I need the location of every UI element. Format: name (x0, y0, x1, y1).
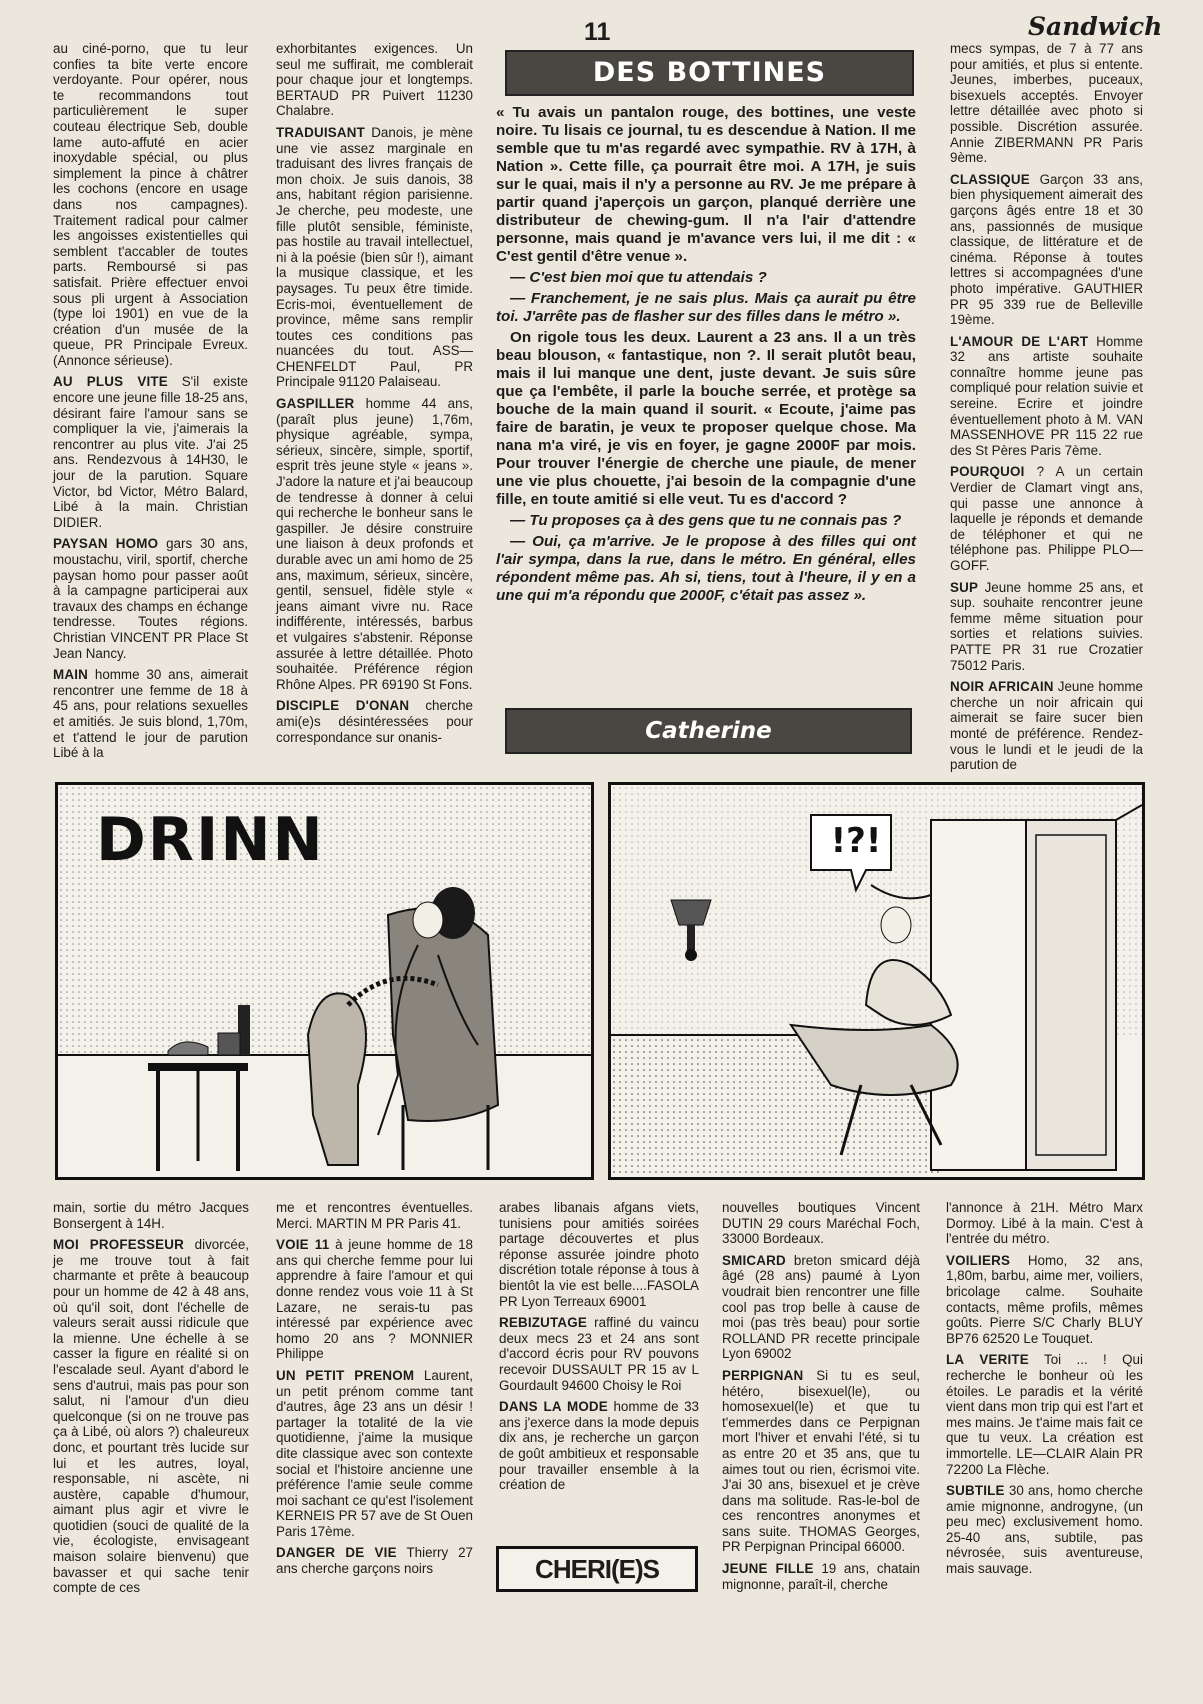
ad-keyword: CLASSIQUE (950, 171, 1030, 187)
classified-ad (499, 1315, 699, 1393)
classified-ad (722, 1253, 920, 1362)
classified-ad (276, 1545, 473, 1576)
classified-ad (946, 1200, 1143, 1247)
ad-keyword: GASPILLER (276, 396, 355, 412)
classified-ad (950, 334, 1143, 459)
story-paragraph: « Tu avais un pantalon rouge, des bottines, une veste noire. Tu lisais ce journal, tu es descendue à Nation. Il me semble que tu m'as regardé avec sympathie. RV à 17H, à Nation ». Cette fille, ça pourrait être moi. A 17H, je suis sur le quai, mais il n'y a personne au RV. Je me prépare à partir quand j'aperçois un garçon, planqué derrière une distributeur de chewing-gum. Il n'a l'air d'attendre personne, mais quand je m'avance vers lui, il me dit : « C'est gentil d'être venue ». (496, 104, 916, 265)
story-heading: DES BOTTINES (505, 50, 914, 96)
ad-keyword: VOILIERS (946, 1252, 1011, 1268)
ad-text: Jeune homme 25 ans, et sup. souhaite rencontrer jeune femme même situation pour sorties et relations suivies. PATTE PR 31 rue Crozatier 75012 Paris. (950, 579, 1143, 673)
ad-keyword: DISCIPLE D'ONAN (276, 698, 410, 714)
classified-ad (946, 1352, 1143, 1477)
ad-keyword: PAYSAN HOMO (53, 536, 159, 552)
classifieds-column-5 (950, 41, 1143, 779)
ad-keyword: MAIN (53, 667, 89, 683)
ad-text: l'annonce à 21H. Métro Marx Dormoy. Libé à la main. C'est à l'entrée du métro. (946, 1200, 1143, 1247)
ad-keyword: AU PLUS VITE (53, 374, 168, 390)
classified-ad (950, 172, 1143, 328)
classified-ad (276, 125, 473, 390)
ad-keyword: MOI PROFESSEUR (53, 1237, 185, 1253)
ad-text: homme de 33 ans j'exerce dans la mode depuis dix ans, je recherche un garçon de goût ambitieux et responsable pour travailler ensemble à la création de (499, 1399, 700, 1493)
comic-panel-1 (55, 782, 594, 1180)
classifieds-column-2 (276, 41, 473, 751)
classified-ad (53, 1237, 249, 1596)
ad-keyword: LA VERITE (946, 1352, 1029, 1368)
classifieds-column-6 (53, 1200, 249, 1602)
classified-ad (276, 1237, 473, 1362)
ad-keyword: TRADUISANT (276, 124, 366, 140)
classified-ad (276, 1368, 473, 1540)
ad-keyword: REBIZUTAGE (499, 1315, 588, 1331)
ad-text: Homo, 32 ans, 1,80m, barbu, aime mer, voiliers, bricolage calme. Souhaite contacts, même profils, mêmes goûts. Pierre S/C Charly BLUY BP76 62520 Le Touquet. (946, 1252, 1143, 1346)
story-paragraph: On rigole tous les deux. Laurent a 23 ans. Il a un très beau blouson, « fantastique, non ?. Il serait plutôt beau, mais il lui manque une dent, juste devant. Je suis sûre que ça l'embête, il parle la bouche serrée, et protège sa bouche de la main quand il sourit. « Ecoute, j'aime pas faire de baratin, je veux te proposer quelque chose. Ma nana m'a viré, je vis en foyer, je gagne 2000F par mois. Pour trouver l'énergie de cherche une piaule, de mener une vie plus chouette, j'ai besoin de la compagnie d'une fille, en toute amitié si elle veut. Tu es d'accord ? (496, 329, 916, 508)
classifieds-column-8 (499, 1200, 699, 1499)
ad-keyword: VOIE 11 (276, 1237, 330, 1253)
story-paragraph: — Franchement, je ne sais plus. Mais ça aurait pu être toi. J'arrête pas de flasher sur des filles dans le métro ». (496, 290, 916, 325)
classified-ad (950, 41, 1143, 166)
classified-ad (950, 679, 1143, 773)
ad-text: arabes libanais afgans viets, tunisiens pour amitiés soirées partage découvertes et plus réponse assurée joindre photo discrétion totale réponse à tous à bientôt la vie est belle....FASOLA PR Lyon Terreaux 69001 (499, 1200, 699, 1309)
story-paragraph: — C'est bien moi que tu attendais ? (510, 269, 767, 286)
ad-text: 30 ans, homo cherche amie mignonne, androgyne, (un peu mec) exclusivement homo. 25-40 ans, subtile, pas névrosée, suis aventureuse, mais sauvage. (946, 1483, 1143, 1577)
ad-keyword: PERPIGNAN (722, 1367, 804, 1383)
classified-ad (722, 1368, 920, 1555)
ad-text: breton smicard déjà âgé (28 ans) paumé à Lyon voudrait bien rencontrer une fille cool pas trop belle à cause de moi (pas très beau) pour sortie ROLLAND PR recette principale Lyon 69002 (722, 1252, 920, 1362)
ad-keyword: L'AMOUR DE L'ART (950, 333, 1089, 349)
classified-ad (53, 536, 248, 661)
ad-text: Garçon 33 ans, bien physiquement aimerait des garçons âgés entre 18 et 30 ans, passionnés de musique classique, de littérature et de cinéma. Réponse à toutes lettres si accompagnées d'une photo impérative. GAUTHIER PR 95 339 rue de Belleville 19ème. (950, 171, 1143, 328)
classified-ad (276, 1200, 473, 1231)
comic-sound-effect: DRINN (96, 805, 325, 875)
masthead: Sandwich (1028, 12, 1163, 41)
ad-keyword: UN PETIT PRENOM (276, 1367, 415, 1383)
ad-text: divorcée, je me trouve tout à fait charmante et prête à beaucoup pour un homme de 42 à 48 ans, où qu'il soit, dont l'échelle de valeurs serait aussi ridicule que la mienne. Une échelle à se casser la figure en réalité si on l'escalade seul. Ayant d'abord le sens d'autrui, mais pas pour son salut, ni l'amour d'un dieu quelconque (si on ne trouve pas ça à Libé, où alors ?) chaleureux donc, et pourtant très lucide sur lui et les autres, loyal, responsable, ni ascète, ni austère, capable d'humour, aimant plus agir et vivre le quotidien (souci de qualité de la vie, écologiste, envisageant maison solaire bienvenu) que bavasser et qui sache tenir compte de ces (53, 1237, 249, 1596)
ad-keyword: DANGER DE VIE (276, 1545, 397, 1561)
story-paragraph: — Tu proposes ça à des gens que tu ne connais pas ? (510, 512, 902, 529)
ad-text: Danois, je mène une vie assez marginale en traduisant des livres français de mon choix. Je suis danois, 38 ans, habitant région parisienne. Je cherche, peu modeste, une fille plutôt sensible, féministe, pas hostile au travail intellectuel, ni à la poésie (bien sûr !), aimant la musique classique, et les paysages. Tu peux être timide. Ecris-moi, éventuellement de province, même sans remplir toutes ces conditions pas nuancées du tout. ASS—CHENFELDT Paul, PR Principale 91120 Palaiseau. (276, 124, 473, 390)
classified-ad (276, 396, 473, 692)
ad-text: S'il existe encore une jeune fille 18-25 ans, désirant faire l'amour sans se compliquer la vie, j'aimerais la rencontrer au plus vite. J'ai 25 ans. Rendezvous à 14H30, le jour de la parution. Square Victor, bd Victor, Métro Balard, Libé à la main. Christian DIDIER. (53, 374, 248, 530)
ad-text: nouvelles boutiques Vincent DUTIN 29 cours Maréchal Foch, 33000 Bordeaux. (722, 1200, 920, 1247)
ad-text: 19 ans, chatain mignonne, paraît-il, cherche (722, 1561, 920, 1592)
ad-keyword: POURQUOI (950, 464, 1025, 480)
classified-ad (946, 1483, 1143, 1577)
classified-ad (53, 41, 248, 368)
classified-ad (722, 1200, 920, 1247)
ad-text: à jeune homme de 18 ans qui cherche femme pour lui apprendre à faire l'amour et qui donne rendez vous voie 11 à St Lazare, ne serais-tu pas intéressé par expérience avec homo 20 ans ? MONNIER Philippe (276, 1237, 473, 1362)
classifieds-column-9 (722, 1200, 920, 1598)
ad-text: Homme 32 ans artiste souhaite connaître homme jeune pas compliqué pour relation suivie et sereine. Ecrire et joindre éventuellement photo à M. VAN MASSENHOVE PR 115 22 rue des St Pères Paris 7ème. (950, 333, 1143, 458)
ad-text: mecs sympas, de 7 à 77 ans pour amitiés, et plus si entente. Jeunes, imberbes, puceaux, bisexuels acceptés. Envoyer lettre détaillée avec photo si possible. Discrétion assurée. Annie ZIBERMANN PR Paris 9ème. (950, 41, 1143, 166)
ad-text: ? A un certain Verdier de Clamart vingt ans, qui passe une annonce à laquelle je réponds et demande de téléphoner et qui ne téléphone pas. Philippe PLO—GOFF. (950, 464, 1143, 573)
classified-ad (53, 1200, 249, 1231)
ad-text: au ciné-porno, que tu leur confies ta bite verte encore verdoyante. Pour opérer, nous te recommandons tout particulièrement le super couteau électrique Seb, double lame auto-affuté en acier inoxydable spécial, ou plus simplement la pince à châtrer les cochons (encore en usage dans nos campagnes). Traitement radical pour calmer les angoisses existentielles qui semblent t'accabler de toutes parts. Remboursé si pas satisfait. Prière effectuer envoi sous pli urgent à Association (type loi 1901) en vue de la création d'un musée de la queue, PR Principale Evreux. (Annonce sérieuse). (53, 41, 248, 368)
classified-ad (499, 1399, 699, 1493)
ad-text: exhorbitantes exigences. Un seul me suffirait, me comblerait pour chaque jour et longtemps. BERTAUD PR Puivert 11230 Chalabre. (276, 41, 473, 119)
comic-title: Catherine (505, 708, 912, 754)
ad-keyword: SUP (950, 579, 979, 595)
classifieds-column-7 (276, 1200, 473, 1583)
comic-panel-2 (608, 782, 1145, 1180)
ad-keyword: NOIR AFRICAIN (950, 679, 1054, 695)
ad-keyword: DANS LA MODE (499, 1399, 608, 1415)
classified-ad (950, 580, 1143, 674)
ad-text: Jeune homme cherche un noir africain qui aimerait se faire sucer bien monté de préférence. Rendez-vous le lundi et le jeudi de la parution de (950, 679, 1143, 773)
ad-text: Si tu es seul, hétéro, bisexuel(le), ou homosexuel(le) et que tu t'emmerdes dans ce Perpignan mort l'hiver et envahi l'été, si tu as entre 20 et 35 ans, que tu aimes tout ou rien, écrismoi vite. J'ai 30 ans, bisexuel et je crève dans ma solitude. Ras-le-bol de ces rencontres anonymes et sans suite. THOMAS Georges, PR Perpignan Principal 66000. (722, 1367, 920, 1555)
classified-ad (950, 464, 1143, 573)
ad-text: homme 30 ans, aimerait rencontrer une femme de 18 à 45 ans, pour relations sexuelles et amitiés. Je suis blond, 1,70m, et t'attend le jour de parution Libé à la (53, 667, 248, 761)
ad-text: Laurent, un petit prénom comme tant d'autres, âge 23 ans un désir ! partager la totalité de la vie quotidienne, j'aime la musique dite classique avec son contexte social et l'histoire ancienne une préférence l'amie seule comme moi sachant ce qu'est l'isolement KERNEIS PR 57 ave de St Ouen Paris 17ème. (276, 1367, 474, 1539)
ad-text: Thierry 27 ans cherche garçons noirs (276, 1545, 473, 1577)
ad-text: raffiné du vaincu deux mecs 23 et 24 ans sont d'accord écris pour RV pouvons recevoir DUSSAULT PR 15 av L Gourdault 94600 Choisy le Roi (499, 1315, 699, 1393)
classified-ad (276, 41, 473, 119)
classified-ad (946, 1253, 1143, 1347)
ad-keyword: SMICARD (722, 1252, 786, 1268)
classifieds-column-1 (53, 41, 248, 767)
ad-text: main, sortie du métro Jacques Bonsergent à 14H. (53, 1200, 249, 1231)
page-number: 11 (584, 18, 611, 46)
ad-text: me et rencontres éventuelles. Merci. MARTIN M PR Paris 41. (276, 1200, 473, 1231)
classified-ad (53, 667, 248, 761)
ad-keyword: JEUNE FILLE (722, 1561, 814, 1577)
ad-text: gars 30 ans, moustachu, viril, sportif, cherche paysan homo pour passer août à la campagne participerai aux travaux des champs en échange tendresse. Toutes régions. Christian VINCENT PR Place St Jean Nancy. (53, 536, 248, 661)
classified-ad (53, 374, 248, 530)
classified-ad (276, 698, 473, 745)
story-article (496, 104, 916, 608)
ad-text: Toi ... ! Qui recherche le bonheur où les étoiles. Le paradis et la vérité vient dans mon trip qui est l'art et mes mains. Je t'aime mais fait ce que tu veux. La création est immortelle. LE—CLAIR Alain PR 72200 La Flèche. (946, 1352, 1143, 1477)
classified-ad (499, 1200, 699, 1309)
section-badge: CHERI(E)S (496, 1546, 698, 1592)
story-paragraph: — Oui, ça m'arrive. Je le propose à des filles qui ont l'air sympa, dans la rue, dans le métro. En général, elles répondent même pas. Ah si, tiens, tout à l'heure, il y en a une qui m'a répondu que 2000F, c'était pas assez ». (496, 533, 916, 604)
ad-keyword: SUBTILE (946, 1483, 1005, 1499)
ad-text: homme 44 ans, (paraît plus jeune) 1,76m, physique agréable, sympa, sérieux, sincère, simple, sportif, esprit très jeune style « jeans ». J'adore la nature et j'ai beaucoup de tendresse à donner à celui qui recherche le bonheur sans le gaspiller. Je désire construire une liaison à deux profonds et durable avec un ami homo de 25 ans, maximum, sérieux, sincère, gentil, sensuel, fidèle style « jeans aimant vivre nu. Race indifférente, intéressés, barbus et vulgaires s'abstenir. Réponse assurée à lettre détaillée. Photo souhaitée. Préférence région Rhône Alpes. PR 69190 St Fons. (276, 396, 473, 692)
ad-text: cherche ami(e)s désintéressées pour correspondance sur onanis- (276, 698, 473, 745)
classified-ad (722, 1561, 920, 1592)
comic-speech-bubble: !?! (830, 821, 882, 861)
classifieds-column-10 (946, 1200, 1143, 1583)
